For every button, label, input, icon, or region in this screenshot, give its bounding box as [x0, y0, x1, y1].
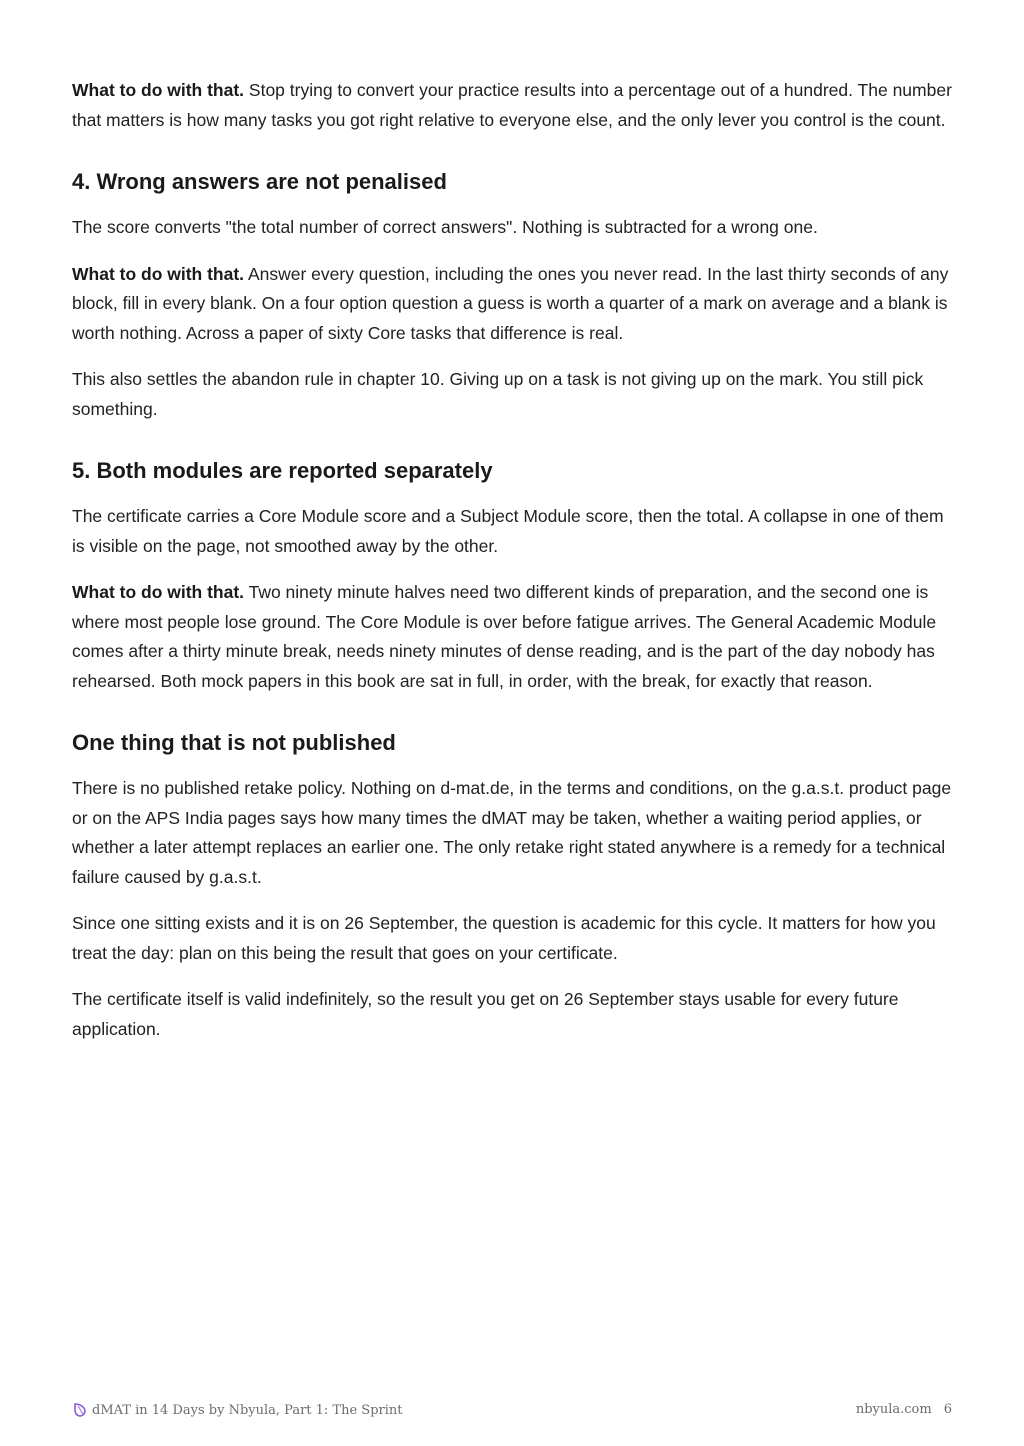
footer-right — [856, 1402, 952, 1417]
footer-left — [72, 1402, 403, 1418]
paragraph-section3-action — [72, 76, 956, 135]
section-heading-unpublished: One thing that is not published — [72, 730, 396, 755]
nbyula-logo-icon — [72, 1402, 88, 1418]
page-content — [72, 76, 956, 1061]
section-heading-4: 4. Wrong answers are not penalised — [72, 169, 447, 194]
lead-label: What to do with that. — [72, 263, 245, 284]
paragraph-text: Answer every question, including the ones you never read. In the last thirty seconds of any block, fill in every blank. On a four option question a guess is worth a quarter of a mark on average and a blank is worth nothing. Across a paper of sixty Core tasks that difference is real. — [72, 263, 949, 343]
paragraph-text: Stop trying to convert your practice results into a percentage out of a hundred. The number that matters is how many tasks you got right relative to everyone else, and the only lever you control is the count. — [72, 80, 952, 130]
paragraph-unpublished-2: Since one sitting exists and it is on 26 September, the question is academic for this cycle. It matters for how you treat the day: plan on this being the result that goes on your certificate. — [72, 913, 936, 963]
paragraph-section5-intro: The certificate carries a Core Module score and a Subject Module score, then the total. A collapse in one of them is visible on the page, not smoothed away by the other. — [72, 506, 944, 556]
footer-site[interactable]: nbyula.com — [855, 1402, 932, 1417]
lead-label: What to do with that. — [72, 80, 245, 100]
paragraph-section4-note: This also settles the abandon rule in chapter 10. Giving up on a task is not giving up on the mark. You still pick something. — [72, 369, 924, 419]
paragraph-unpublished-1: There is no published retake policy. Nothing on d-mat.de, in the terms and conditions, on the g.a.s.t. product page or on the APS India pages says how many times the dMAT may be taken, whether a waiting period applies, or whether a later attempt replaces an earlier one. The only retake right stated anywhere is a remedy for a technical failure caused by g.a.s.t. — [72, 778, 952, 887]
paragraph-unpublished-3: The certificate itself is valid indefinitely, so the result you get on 26 September stays usable for every future application. — [72, 989, 899, 1039]
page-footer — [72, 1402, 952, 1422]
page-number: 6 — [943, 1402, 952, 1417]
paragraph-text: Two ninety minute halves need two different kinds of preparation, and the second one is where most people lose ground. The Core Module is over before fatigue arrives. The General Academic Module comes after a thirty minute break, needs ninety minutes of dense reading, and is the part of the day nobody has rehearsed. Both mock papers in this book are sat in full, in order, with the break, for exactly that reason. — [72, 582, 937, 691]
paragraph-section4-intro: The score converts "the total number of correct answers". Nothing is subtracted for a wrong one. — [72, 217, 818, 237]
section-heading-5: 5. Both modules are reported separately — [72, 458, 493, 483]
paragraph-section4-action — [72, 260, 956, 349]
footer-book-title: dMAT in 14 Days by Nbyula, Part 1: The Sprint — [92, 1402, 403, 1418]
paragraph-section5-action — [72, 578, 956, 696]
lead-label: What to do with that. — [72, 582, 245, 602]
